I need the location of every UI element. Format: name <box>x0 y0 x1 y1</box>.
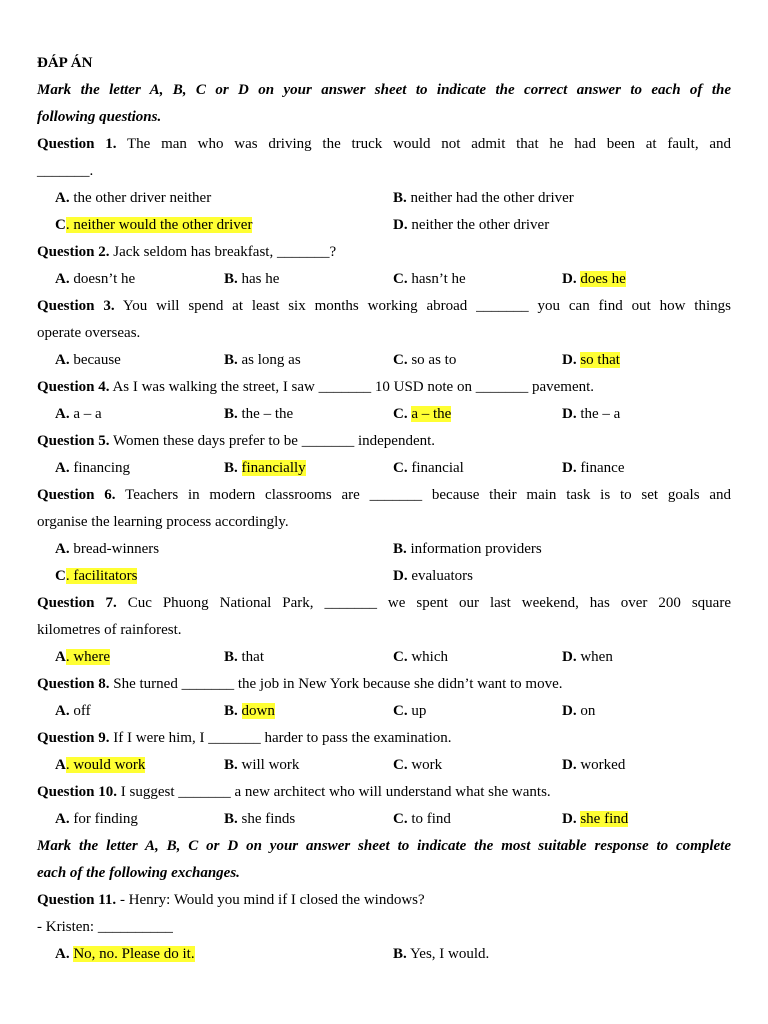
option-c: C. up <box>393 703 427 719</box>
page-title: ĐÁP ÁN <box>37 55 93 71</box>
question-text: The man who was driving the truck would not admit that he had been at fault, and <box>116 136 731 152</box>
answer-highlight: . where <box>65 649 110 665</box>
option-c-correct: C. neither would the other driver <box>55 217 253 233</box>
option-a: A. the other driver neither <box>55 190 212 206</box>
option-c: C. financial <box>393 460 464 476</box>
question-10: Question 10. I suggest _______ a new architect who will understand what she wants. <box>37 784 551 800</box>
option-b: B. Yes, I would. <box>393 946 490 962</box>
option-b: B. she finds <box>224 811 296 827</box>
option-b: B. the – the <box>224 406 294 422</box>
option-c-correct: C. a – the <box>393 406 452 422</box>
option-a-correct: A. would work <box>55 757 146 773</box>
answer-highlight: she find <box>580 811 629 827</box>
option-b: B. neither had the other driver <box>393 190 574 206</box>
option-a: A. for finding <box>55 811 138 827</box>
instruction-line-1: Mark the letter A, B, C or D on your answer sheet to indicate the correct answer to each of the <box>37 82 731 98</box>
option-a-correct: A. where <box>55 649 110 665</box>
option-c: C. hasn’t he <box>393 271 466 287</box>
question-5: Question 5. Women these days prefer to be _______ independent. <box>37 433 436 449</box>
option-a: A. bread-winners <box>55 541 160 557</box>
option-b: B. as long as <box>224 352 301 368</box>
options-row <box>37 644 731 671</box>
option-c: C. to find <box>393 811 451 827</box>
options-row <box>37 536 731 563</box>
option-d: D. when <box>562 649 613 665</box>
options-row <box>37 455 731 482</box>
answer-highlight: so that <box>580 352 620 368</box>
option-d: D. finance <box>562 460 625 476</box>
option-a: A. financing <box>55 460 130 476</box>
option-b-correct: B. down <box>224 703 275 719</box>
option-b: B. information providers <box>393 541 542 557</box>
instruction-2-line-2: each of the following exchanges. <box>37 865 240 881</box>
answer-highlight: a – the <box>411 406 452 422</box>
options-row <box>37 698 731 725</box>
question-7-cont: kilometres of rainforest. <box>37 622 182 638</box>
question-4: Question 4. As I was walking the street, I saw _______ 10 USD note on _______ pavement. <box>37 379 595 395</box>
option-c: C. which <box>393 649 449 665</box>
question-label: Question 1. <box>37 136 117 152</box>
answer-highlight: . neither would the other driver <box>65 217 253 233</box>
option-a: A. because <box>55 352 121 368</box>
question-3: Question 3. You will spend at least six months working abroad _______ you can find out how things <box>37 298 731 314</box>
options-row <box>37 563 731 590</box>
question-11: Question 11. - Henry: Would you mind if I closed the windows? <box>37 892 425 908</box>
option-d-correct: D. so that <box>562 352 620 368</box>
option-b-correct: B. financially <box>224 460 306 476</box>
option-d: D. neither the other driver <box>393 217 550 233</box>
instruction-2-line-1: Mark the letter A, B, C or D on your answer sheet to indicate the most suitable response to complete <box>37 838 731 854</box>
option-b: B. that <box>224 649 265 665</box>
answer-highlight: No, no. Please do it. <box>73 946 195 962</box>
option-b: B. will work <box>224 757 300 773</box>
option-c: C. work <box>393 757 443 773</box>
options-row <box>37 347 731 374</box>
answer-key-page <box>37 50 731 968</box>
answer-highlight: financially <box>241 460 306 476</box>
options-row <box>37 266 731 293</box>
question-1-cont: _______. <box>37 163 94 179</box>
question-8: Question 8. She turned _______ the job in New York because she didn’t want to move. <box>37 676 563 692</box>
option-a: A. doesn’t he <box>55 271 136 287</box>
option-a: A. off <box>55 703 91 719</box>
option-d-correct: D. does he <box>562 271 626 287</box>
options-row <box>37 401 731 428</box>
question-11-cont: - Kristen: __________ <box>37 919 173 935</box>
question-7: Question 7. Cuc Phuong National Park, _______ we spent our last weekend, has over 200 square <box>37 595 731 611</box>
options-row <box>37 185 731 212</box>
option-a: A. a – a <box>55 406 102 422</box>
instruction-line-2: following questions. <box>37 109 162 125</box>
question-3-cont: operate overseas. <box>37 325 141 341</box>
option-d: D. worked <box>562 757 626 773</box>
question-6-cont: organise the learning process accordingly. <box>37 514 289 530</box>
option-d: D. the – a <box>562 406 621 422</box>
answer-highlight: down <box>241 703 275 719</box>
answer-highlight: . facilitators <box>65 568 138 584</box>
option-c-correct: C. facilitators <box>55 568 138 584</box>
options-row <box>37 212 731 239</box>
options-row <box>37 806 731 833</box>
option-c: C. so as to <box>393 352 457 368</box>
question-9: Question 9. If I were him, I _______ harder to pass the examination. <box>37 730 452 746</box>
option-b: B. has he <box>224 271 280 287</box>
option-d-correct: D. she find <box>562 811 629 827</box>
options-row <box>37 941 731 968</box>
options-row <box>37 752 731 779</box>
option-d: D. on <box>562 703 596 719</box>
question-1 <box>37 131 731 158</box>
option-a-correct: A. No, no. Please do it. <box>55 946 195 962</box>
question-2: Question 2. Jack seldom has breakfast, _______? <box>37 244 337 260</box>
question-6: Question 6. Teachers in modern classrooms are _______ because their main task is to set goals and <box>37 487 732 503</box>
answer-highlight: does he <box>580 271 626 287</box>
answer-highlight: . would work <box>65 757 146 773</box>
option-d: D. evaluators <box>393 568 473 584</box>
